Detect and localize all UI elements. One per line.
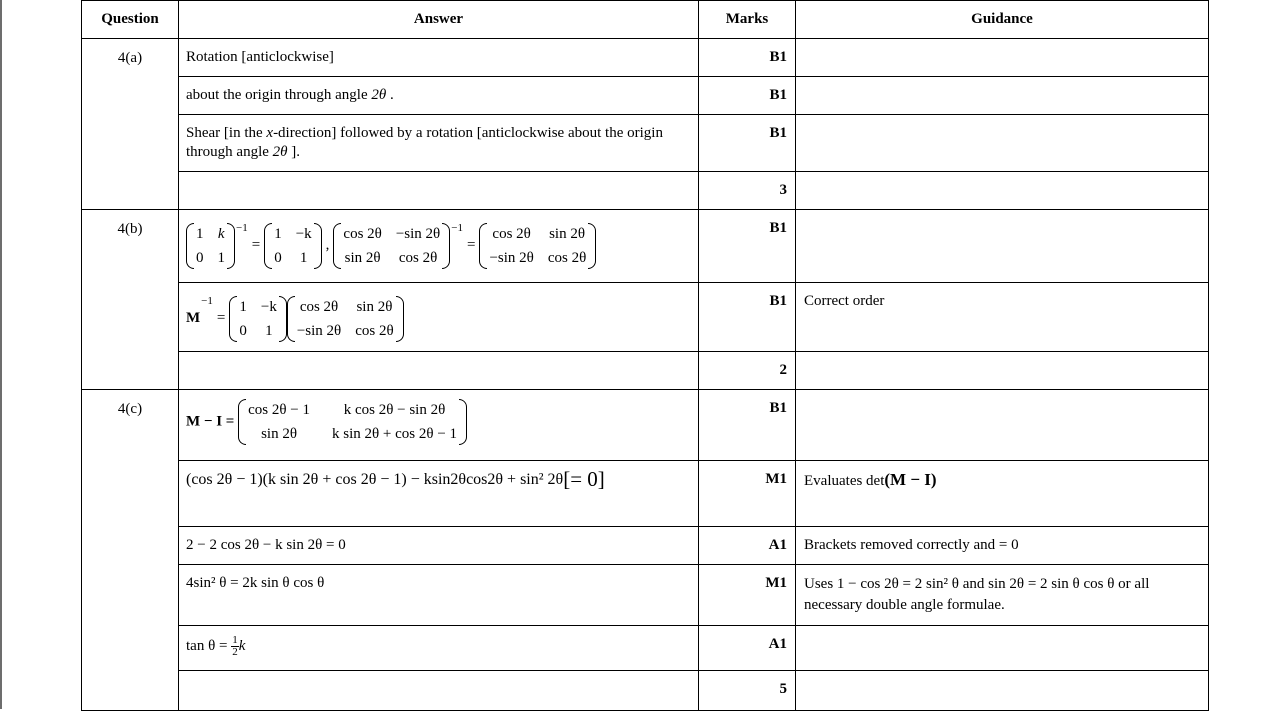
math-expression: tan θ = — [186, 637, 228, 654]
marks-4a-2: B1 — [699, 77, 796, 115]
row-4c-3 — [82, 527, 1209, 565]
answer-4c-3: 2 − 2 cos 2θ − k sin 2θ = 0 — [179, 527, 699, 565]
row-4a-total — [82, 172, 1209, 210]
matrix-lhs: M − I = — [186, 413, 235, 430]
answer-4c-4: 4sin² θ = 2k sin θ cos θ — [179, 565, 699, 626]
inverse-exponent: −1 — [201, 295, 213, 307]
header-marks: Marks — [699, 1, 796, 39]
answer-4c-2 — [179, 461, 699, 527]
guidance-4a-3 — [796, 115, 1209, 172]
math-expression: 2θ — [272, 144, 288, 160]
header-row — [82, 1, 1209, 39]
math-expression: (M − I) — [884, 470, 937, 489]
answer-4b-1 — [179, 210, 699, 283]
row-4a-2 — [82, 77, 1209, 115]
matrix-shear-inverse: 1 −k 0 1 — [229, 296, 286, 342]
guidance-4b-1 — [796, 210, 1209, 283]
answer-text: . — [386, 87, 394, 103]
marks-4c-total: 5 — [699, 671, 796, 711]
answer-empty — [179, 172, 699, 210]
row-4b-total — [82, 352, 1209, 390]
math-expression: sin 2θ = 2 sin θ cos θ — [988, 576, 1115, 592]
marks-4c-3: A1 — [699, 527, 796, 565]
answer-text: ]. — [287, 144, 301, 160]
answer-empty — [179, 671, 699, 711]
guidance-4a-2 — [796, 77, 1209, 115]
guidance-4c-4 — [796, 565, 1209, 626]
answer-4a-3 — [179, 115, 699, 172]
row-4a-3 — [82, 115, 1209, 172]
guidance-4b-2: Correct order — [796, 283, 1209, 352]
marks-4c-2: M1 — [699, 461, 796, 527]
guidance-4a-1 — [796, 39, 1209, 77]
math-expression: (cos 2θ − 1)(k sin 2θ + cos 2θ − 1) − ksin2θcos2θ + sin² 2θ — [186, 471, 564, 488]
answer-4a-1: Rotation [anticlockwise] — [179, 39, 699, 77]
math-bracket: [= 0] — [563, 467, 605, 491]
inverse-exponent: −1 — [451, 222, 463, 234]
answer-4c-1 — [179, 390, 699, 461]
row-4c-total — [82, 671, 1209, 711]
answer-text: about the origin through angle — [186, 87, 372, 103]
math-variable: x — [266, 125, 274, 141]
guidance-4c-1 — [796, 390, 1209, 461]
answer-4b-2 — [179, 283, 699, 352]
equals-sign: = — [251, 237, 261, 253]
row-4b-1 — [82, 210, 1209, 283]
guidance-4c-5 — [796, 626, 1209, 671]
answer-text: Shear [in the — [186, 125, 267, 141]
row-4b-2 — [82, 283, 1209, 352]
row-4a-1 — [82, 39, 1209, 77]
mark-scheme-table — [81, 0, 1209, 711]
fraction-half: $\frac{1}{2}$ — [232, 634, 238, 658]
answer-4c-5 — [179, 626, 699, 671]
equals-sign: = — [216, 310, 226, 326]
math-expression: 2θ — [371, 87, 387, 103]
guidance-text: Evaluates det — [804, 473, 885, 489]
matrix-symbol: M — [186, 310, 201, 326]
marks-4b-2: B1 — [699, 283, 796, 352]
guidance-4c-3: Brackets removed correctly and = 0 — [796, 527, 1209, 565]
guidance-4c-2 — [796, 461, 1209, 527]
marks-4a-total: 3 — [699, 172, 796, 210]
matrix-rotation: cos 2θ −sin 2θ sin 2θ cos 2θ — [333, 223, 450, 269]
marks-4b-total: 2 — [699, 352, 796, 390]
matrix-shear-inverse: 1 −k 0 1 — [264, 223, 321, 269]
header-answer: Answer — [179, 1, 699, 39]
marks-4a-3: B1 — [699, 115, 796, 172]
marks-4c-5: A1 — [699, 626, 796, 671]
marks-4a-1: B1 — [699, 39, 796, 77]
inverse-exponent: −1 — [236, 222, 248, 234]
matrix-shear: 1 k 0 1 — [186, 223, 235, 269]
matrix-m-minus-i: cos 2θ − 1 k cos 2θ − sin 2θ sin 2θ k sin 2θ + cos 2θ − 1 — [238, 399, 467, 445]
marks-4b-1: B1 — [699, 210, 796, 283]
guidance-empty — [796, 352, 1209, 390]
math-expression: 1 − cos 2θ = 2 sin² θ — [836, 576, 959, 592]
question-4b: 4(b) — [82, 210, 179, 390]
matrix-rotation-inverse: cos 2θ sin 2θ −sin 2θ cos 2θ — [287, 296, 404, 342]
row-4c-5 — [82, 626, 1209, 671]
guidance-text: or all necessary double angle formulae. — [804, 576, 1150, 613]
row-4c-2 — [82, 461, 1209, 527]
answer-4a-2 — [179, 77, 699, 115]
guidance-empty — [796, 671, 1209, 711]
guidance-text: Uses — [804, 576, 837, 592]
guidance-text: and — [958, 576, 989, 592]
header-question: Question — [82, 1, 179, 39]
guidance-empty — [796, 172, 1209, 210]
marks-4c-1: B1 — [699, 390, 796, 461]
math-variable: k — [238, 637, 246, 654]
row-4c-4 — [82, 565, 1209, 626]
question-4c: 4(c) — [82, 390, 179, 711]
question-4a: 4(a) — [82, 39, 179, 210]
separator: , — [325, 237, 330, 253]
answer-empty — [179, 352, 699, 390]
equals-sign: = — [466, 237, 476, 253]
page-left-rule — [0, 0, 2, 709]
matrix-rotation-inverse: cos 2θ sin 2θ −sin 2θ cos 2θ — [479, 223, 596, 269]
row-4c-1 — [82, 390, 1209, 461]
marks-4c-4: M1 — [699, 565, 796, 626]
header-guidance: Guidance — [796, 1, 1209, 39]
answer-text: -direction] followed by a rotation [anticlockwise about the origin through angle — [186, 125, 663, 160]
